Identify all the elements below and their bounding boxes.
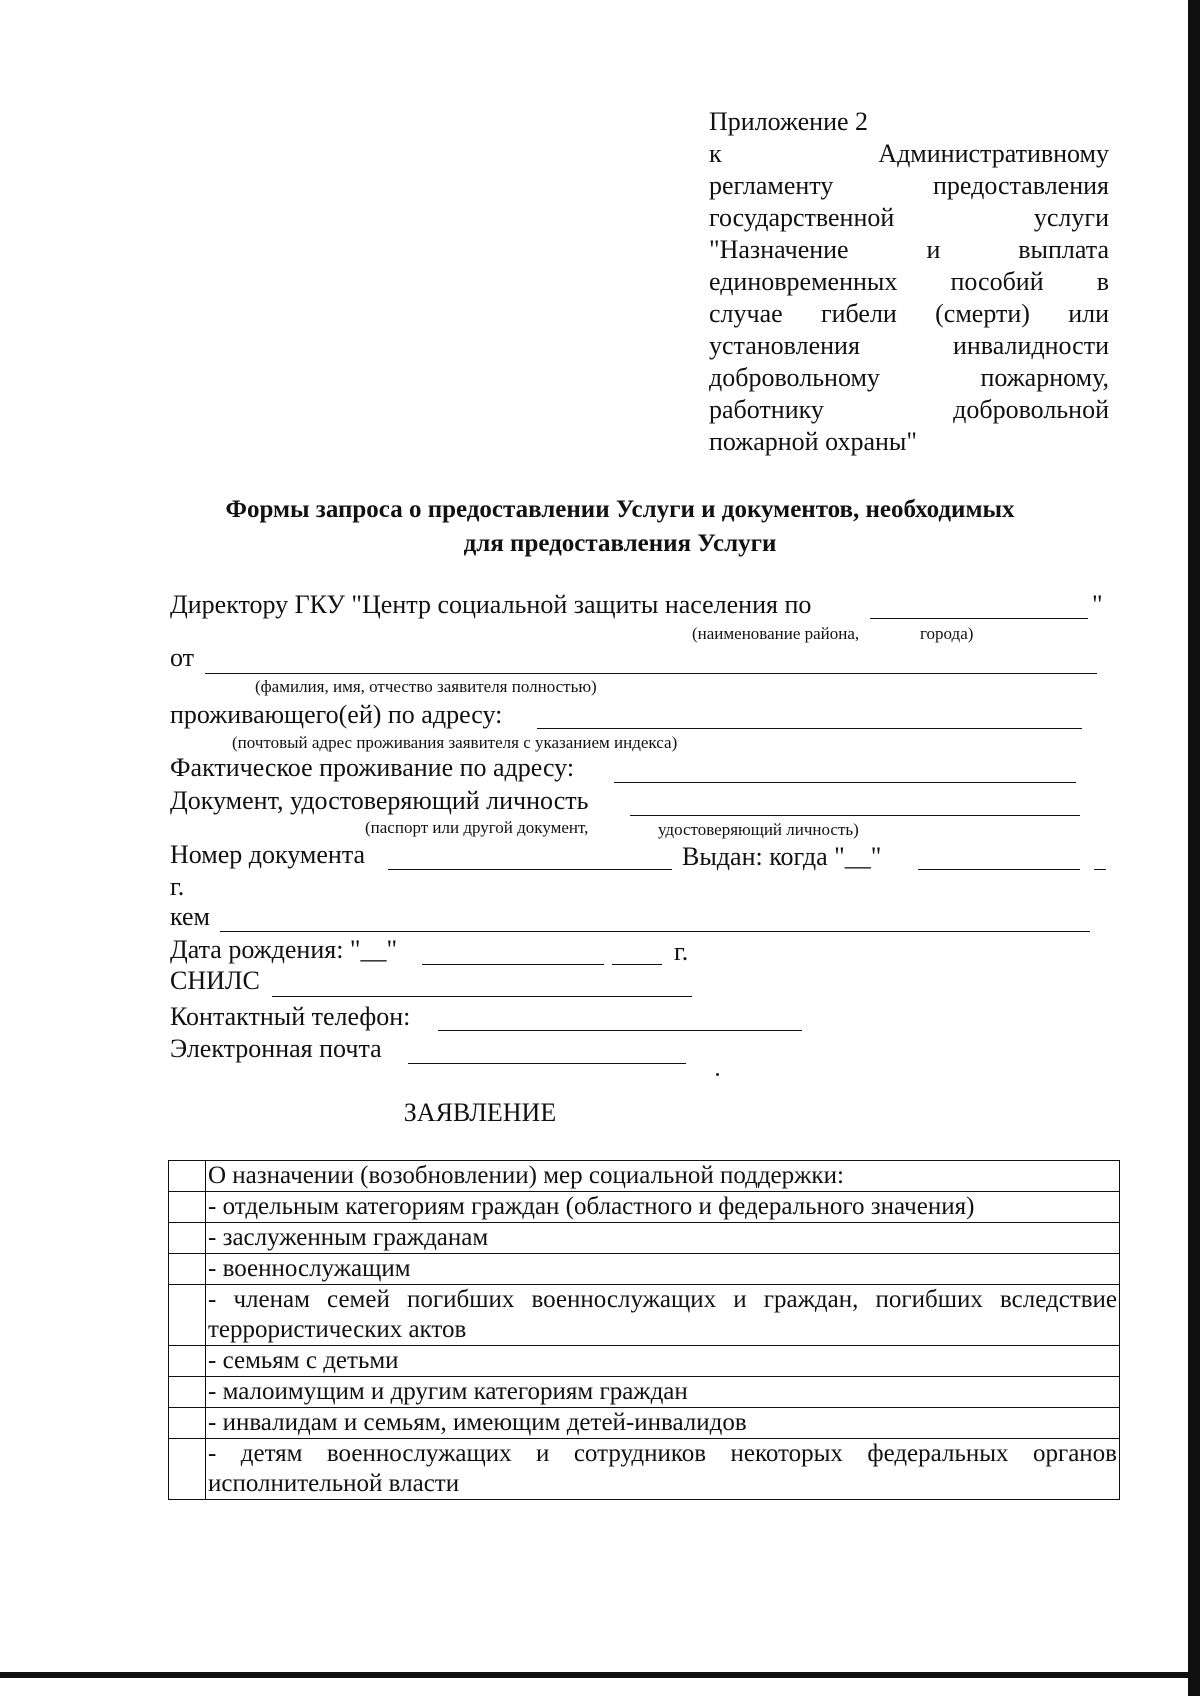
birth-month-field[interactable]	[422, 964, 604, 965]
from-label: от	[170, 643, 195, 672]
checkbox-cell[interactable]	[169, 1408, 206, 1439]
issued-date-field[interactable]	[918, 869, 1080, 870]
appendix-line: установления инвалидности	[709, 331, 1109, 360]
document-number-label: Номер документа	[170, 840, 366, 869]
title-line-1: Формы запроса о предоставлении Услуги и документов, необходимых	[225, 496, 1015, 523]
document-title	[150, 493, 1090, 561]
phone-field[interactable]	[438, 1030, 802, 1031]
table-row	[169, 1439, 1120, 1500]
appendix-line: "Назначение и выплата	[709, 235, 1109, 264]
director-label: Директору ГКУ "Центр социальной защиты населения по	[170, 590, 812, 619]
checkbox-cell[interactable]	[169, 1192, 206, 1223]
applicant-name-hint: (фамилия, имя, отчество заявителя полностью)	[255, 677, 597, 696]
id-document-hint: (паспорт или другой документ,	[365, 818, 589, 837]
claim-text: - членам семей погибших военнослужащих и граждан, погибших вследствие террористических актов	[206, 1285, 1120, 1346]
claim-text: - инвалидам и семьям, имеющим детей-инвалидов	[206, 1408, 1120, 1439]
table-row	[169, 1377, 1120, 1408]
address-hint: (почтовый адрес проживания заявителя с указанием индекса)	[232, 733, 678, 752]
checkbox-cell[interactable]	[169, 1439, 206, 1500]
appendix-line: государственной услуги	[709, 203, 1109, 232]
checkbox-cell[interactable]	[169, 1346, 206, 1377]
claim-text: - малоимущим и другим категориям граждан	[206, 1377, 1120, 1408]
appendix-line: случае гибели (смерти) или	[709, 299, 1109, 328]
issued-when-label: Выдан: когда "__"	[682, 842, 882, 871]
checkbox-cell[interactable]	[169, 1377, 206, 1408]
claims-table	[168, 1160, 1120, 1500]
id-document-label: Документ, удостоверяющий личность	[170, 786, 589, 815]
claim-text: О назначении (возобновлении) мер социальной поддержки:	[206, 1161, 1120, 1192]
appendix-line: пожарной охраны"	[709, 427, 917, 456]
checkbox-cell[interactable]	[169, 1254, 206, 1285]
statement-heading: ЗАЯВЛЕНИЕ	[403, 1098, 557, 1127]
applicant-name-field[interactable]	[205, 673, 1097, 674]
claim-text: - семьям с детьми	[206, 1346, 1120, 1377]
issued-date-field-tail[interactable]	[1094, 869, 1106, 870]
actual-address-field[interactable]	[614, 782, 1076, 783]
snils-label: СНИЛС	[170, 966, 260, 995]
address-label: проживающего(ей) по адресу:	[170, 700, 503, 729]
checkbox-cell[interactable]	[169, 1285, 206, 1346]
scan-edge-bottom	[0, 1672, 1200, 1678]
appendix-line: регламенту предоставления	[709, 171, 1109, 200]
email-field[interactable]	[408, 1063, 686, 1064]
claim-text: - заслуженным гражданам	[206, 1223, 1120, 1254]
id-document-field[interactable]	[630, 815, 1080, 816]
checkbox-cell[interactable]	[169, 1161, 206, 1192]
appendix-line: единовременных пособий в	[709, 267, 1109, 296]
phone-label: Контактный телефон:	[170, 1002, 411, 1031]
table-row	[169, 1285, 1120, 1346]
issued-by-field[interactable]	[220, 931, 1090, 932]
table-row	[169, 1408, 1120, 1439]
table-row	[169, 1223, 1120, 1254]
scan-edge-right	[1188, 0, 1200, 1696]
scan-speck	[716, 1073, 719, 1076]
district-hint: (наименование района,	[692, 624, 860, 643]
address-field[interactable]	[537, 728, 1082, 729]
appendix-line: к Административному	[709, 139, 1109, 168]
claim-text: - отдельным категориям граждан (областного и федерального значения)	[206, 1192, 1120, 1223]
id-document-hint: удостоверяющий личность)	[658, 820, 859, 839]
birth-year-suffix: г.	[674, 937, 689, 966]
snils-field[interactable]	[272, 996, 692, 997]
city-hint: города)	[920, 624, 974, 643]
birth-year-field[interactable]	[612, 964, 662, 965]
email-label: Электронная почта	[170, 1034, 382, 1063]
actual-address-label: Фактическое проживание по адресу:	[170, 753, 575, 782]
birth-date-label: Дата рождения: "__"	[170, 935, 398, 964]
table-row	[169, 1192, 1120, 1223]
claim-text: - военнослужащим	[206, 1254, 1120, 1285]
appendix-title: Приложение 2	[709, 107, 869, 136]
district-field[interactable]	[870, 618, 1088, 619]
title-line-2: для предоставления Услуги	[463, 530, 777, 557]
document-number-field[interactable]	[388, 869, 672, 870]
appendix-block	[709, 106, 1109, 458]
table-row	[169, 1254, 1120, 1285]
issued-year-label: г.	[170, 872, 185, 901]
table-row	[169, 1346, 1120, 1377]
appendix-line: добровольному пожарному,	[709, 363, 1109, 392]
checkbox-cell[interactable]	[169, 1223, 206, 1254]
table-row	[169, 1161, 1120, 1192]
issued-by-label: кем	[170, 902, 210, 931]
claim-text: - детям военнослужащих и сотрудников некоторых федеральных органов исполнительной власти	[206, 1439, 1120, 1500]
director-quote: "	[1092, 590, 1103, 619]
appendix-line: работнику добровольной	[709, 395, 1109, 424]
